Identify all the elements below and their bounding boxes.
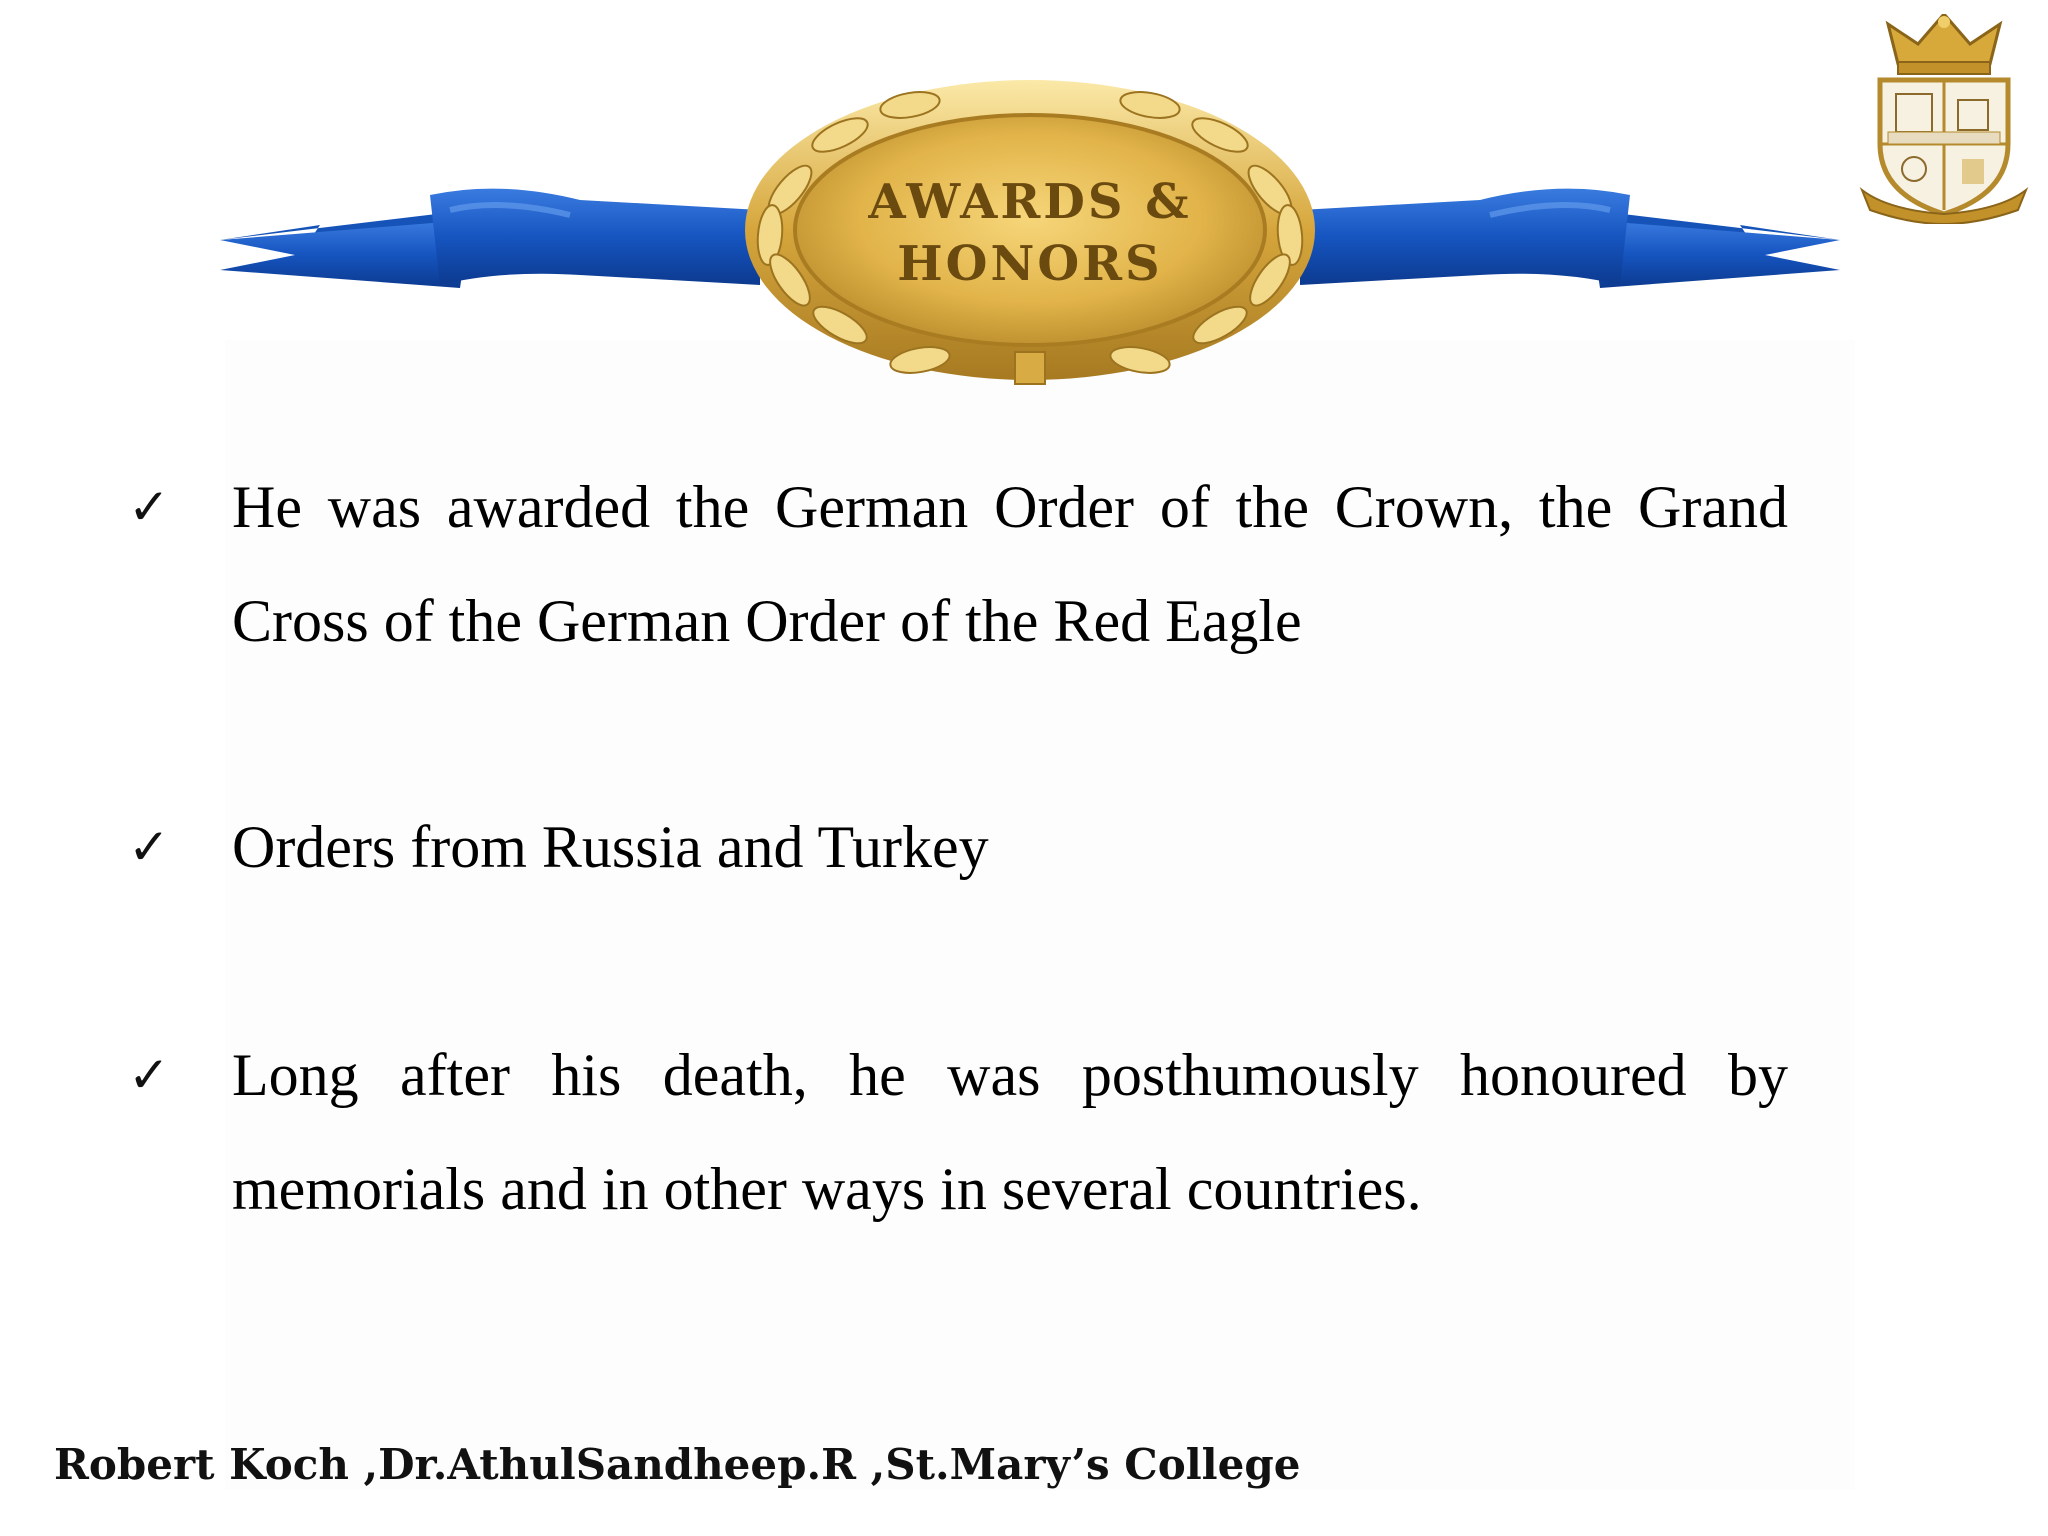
medal-face [795, 115, 1265, 345]
checkmark-icon: ✓ [128, 1046, 170, 1104]
list-item-text: He was awarded the German Order of the Crown, the Grand Cross of the German Order of the Red Eagle [232, 474, 1788, 654]
list-item [128, 450, 1788, 678]
list-item [128, 790, 1788, 904]
awards-list [128, 450, 1788, 1246]
slide-footer: Robert Koch ,Dr.AthulSandheep.R ,St.Mary’s College [54, 1440, 1301, 1489]
college-crest-logo [1858, 14, 2030, 224]
banner-title-line2: HONORS [897, 236, 1163, 292]
checkmark-icon: ✓ [128, 478, 170, 536]
list-item-text: Orders from Russia and Turkey [232, 814, 989, 880]
list-item-text: Long after his death, he was posthumously honoured by memorials and in other ways in several countries. [232, 1042, 1788, 1222]
awards-honors-banner [200, 70, 1860, 390]
banner-title-line1: AWARDS & [868, 174, 1192, 230]
list-item [128, 1018, 1788, 1246]
checkmark-icon: ✓ [128, 818, 170, 876]
